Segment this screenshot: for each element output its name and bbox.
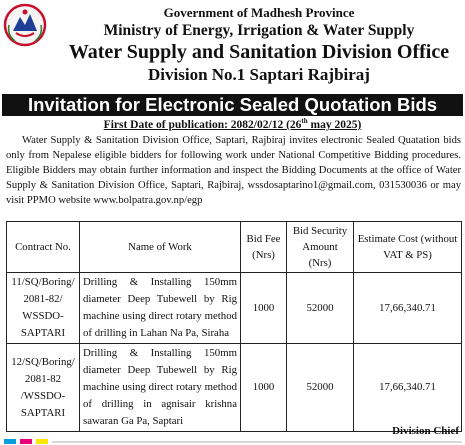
header-bid-security: Bid Security Amount (Nrs) <box>287 222 354 273</box>
publication-date-sup: th <box>301 117 308 125</box>
cell-bid-security: 52000 <box>287 273 354 344</box>
cell-name-of-work: Drilling & Installing 150mm diameter Deep Tubewell by Rig machine using direct rotary method of drilling in agnisair krishna sawaran Ga Pa, Saptari <box>80 344 241 432</box>
works-table <box>6 221 462 432</box>
header-name-of-work: Name of Work <box>80 222 241 273</box>
signature-division-chief: Division Chief <box>392 425 459 437</box>
table-header-row <box>7 222 462 273</box>
table-row <box>7 344 462 432</box>
print-mark-cyan <box>4 439 16 444</box>
print-mark-magenta <box>20 439 32 444</box>
invitation-body-text: Water Supply & Sanitation Division Office, Saptari, Rajbiraj invites electronic Sealed Quatation bids only from Nepalese eligible bidders for following work under National Competitive Bidding procedures. Eligible Bidders may obtain further information and inspect the Bidding Documents at the office of Water Supply & Sanitation Division Office, Saptari, Rajbiraj, wssdosaptarino1@gmail.com, 031530036 or may visit PPMO website www.bolpatra.gov.np/egp <box>6 135 461 206</box>
print-registration-bar <box>0 438 465 445</box>
ministry-heading: Ministry of Energy, Irrigation & Water Supply <box>103 22 415 39</box>
invitation-banner: Invitation for Electronic Sealed Quotation Bids <box>2 94 463 116</box>
header-contract-no: Contract No. <box>7 222 80 273</box>
government-heading: Government of Madhesh Province <box>163 5 355 20</box>
publication-date-prefix: First Date of publication: 2082/02/12 (26 <box>103 118 302 131</box>
header-estimate-cost: Estimate Cost (without VAT & PS) <box>354 222 462 273</box>
cell-estimate-cost: 17,66,340.71 <box>354 344 462 432</box>
cell-bid-fee: 1000 <box>241 344 287 432</box>
print-mark-black <box>52 441 462 443</box>
cell-estimate-cost: 17,66,340.71 <box>354 273 462 344</box>
division-heading: Division No.1 Saptari Rajbiraj <box>148 65 370 84</box>
cell-bid-security: 52000 <box>287 344 354 432</box>
cell-bid-fee: 1000 <box>241 273 287 344</box>
header-bid-fee: Bid Fee (Nrs) <box>241 222 287 273</box>
print-mark-yellow <box>36 439 48 444</box>
nepal-emblem-icon <box>3 3 47 47</box>
cell-contract-no: 12/SQ/Boring/ 2081-82 /WSSDO- SAPTARI <box>7 344 80 432</box>
publication-date-suffix: may 2025) <box>307 118 362 131</box>
cell-name-of-work: Drilling & Installing 150mm diameter Deep Tubewell by Rig machine using direct rotary method of drilling in Lahan Na Pa, Siraha <box>80 273 241 344</box>
cell-contract-no: 11/SQ/Boring/ 2081-82/ WSSDO- SAPTARI <box>7 273 80 344</box>
table-row <box>7 273 462 344</box>
publication-date <box>0 117 465 131</box>
office-heading: Water Supply and Sanitation Division Office <box>68 41 450 63</box>
